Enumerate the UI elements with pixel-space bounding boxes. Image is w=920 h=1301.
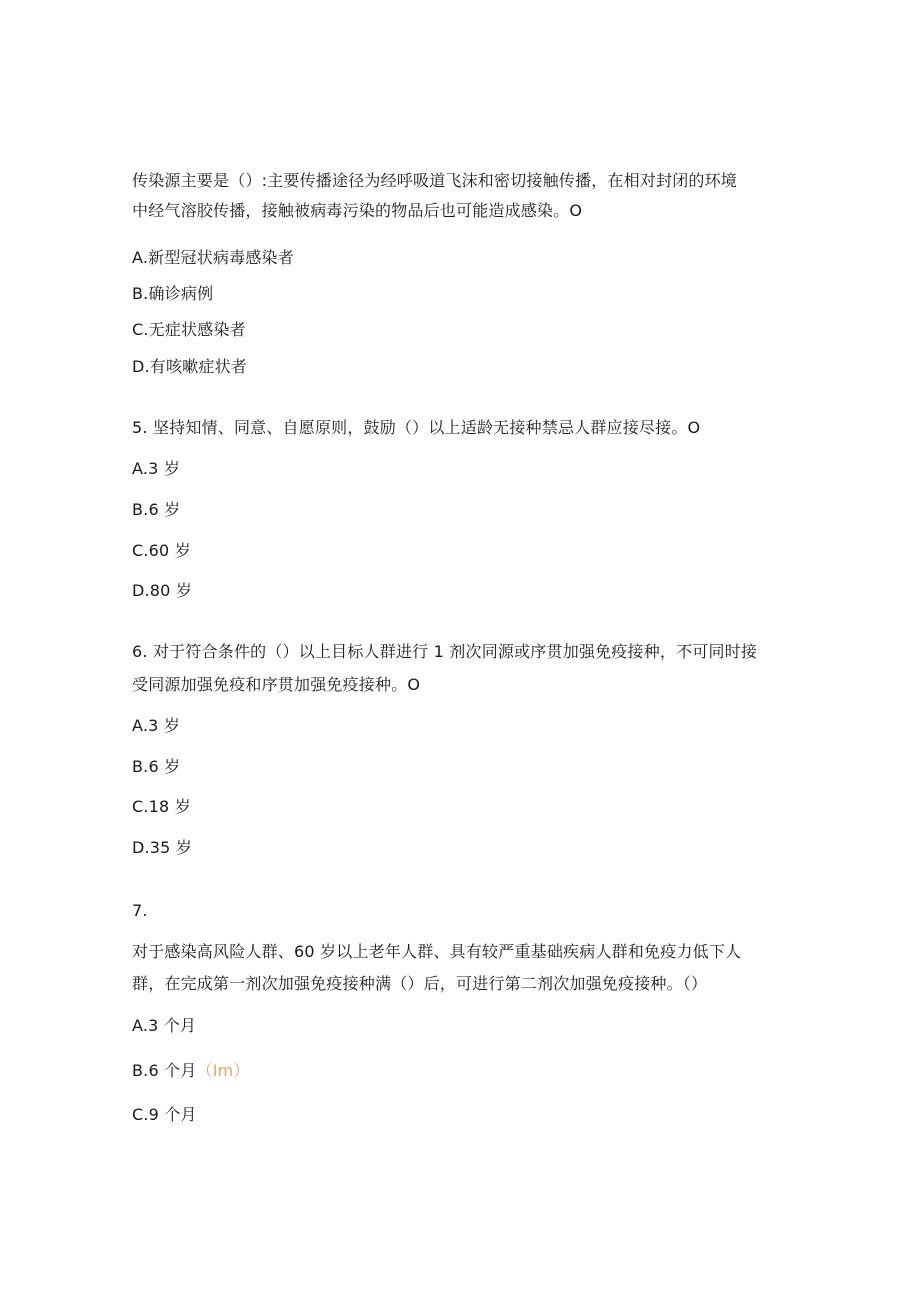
q4-option-c: C.无症状感染者 [132, 320, 246, 339]
q6-option-b: B.6 岁 [132, 757, 181, 776]
q4-option-b: B.确诊病例 [132, 284, 214, 303]
q7-option-c: C.9 个月 [132, 1105, 197, 1124]
q7-stem-line1: 对于感染高风险人群、60 岁以上老年人群、具有较严重基础疾病人群和免疫力低下人 [132, 942, 742, 961]
q7-option-b: B.6 个月 [132, 1061, 197, 1080]
q5-stem: 5. 坚持知情、同意、自愿原则，鼓励（）以上适龄无接种禁忌人群应接尽接。O [132, 418, 701, 437]
q6-stem-line2: 受同源加强免疫和序贯加强免疫接种。O [132, 675, 421, 694]
q5-option-b: B.6 岁 [132, 500, 181, 519]
q5-option-a: A.3 岁 [132, 459, 181, 478]
q7-option-a: A.3 个月 [132, 1016, 197, 1035]
q6-option-a: A.3 岁 [132, 716, 181, 735]
q4-stem-line2: 中经气溶胶传播，接触被病毒污染的物品后也可能造成感染。O [132, 201, 583, 220]
q7-option-b-annotation: （Im） [196, 1061, 250, 1080]
q5-option-d: D.80 岁 [132, 581, 193, 600]
q5-option-c: C.60 岁 [132, 541, 191, 560]
q4-option-a: A.新型冠状病毒感染者 [132, 248, 294, 267]
q4-option-d: D.有咳嗽症状者 [132, 357, 248, 376]
q6-option-d: D.35 岁 [132, 838, 193, 857]
q6-option-c: C.18 岁 [132, 797, 191, 816]
q7-stem-line2: 群，在完成第一剂次加强免疫接种满（）后，可进行第二剂次加强免疫接种。（） [132, 974, 708, 993]
q7-number: 7. [132, 901, 148, 920]
q4-stem-line1: 传染源主要是（）:主要传播途径为经呼吸道飞沫和密切接触传播，在相对封闭的环境 [132, 171, 737, 190]
q7-option-b-row [132, 1061, 250, 1081]
q6-stem-line1: 6. 对于符合条件的（）以上目标人群进行 1 剂次同源或序贯加强免疫接种，不可同时接 [132, 642, 758, 661]
